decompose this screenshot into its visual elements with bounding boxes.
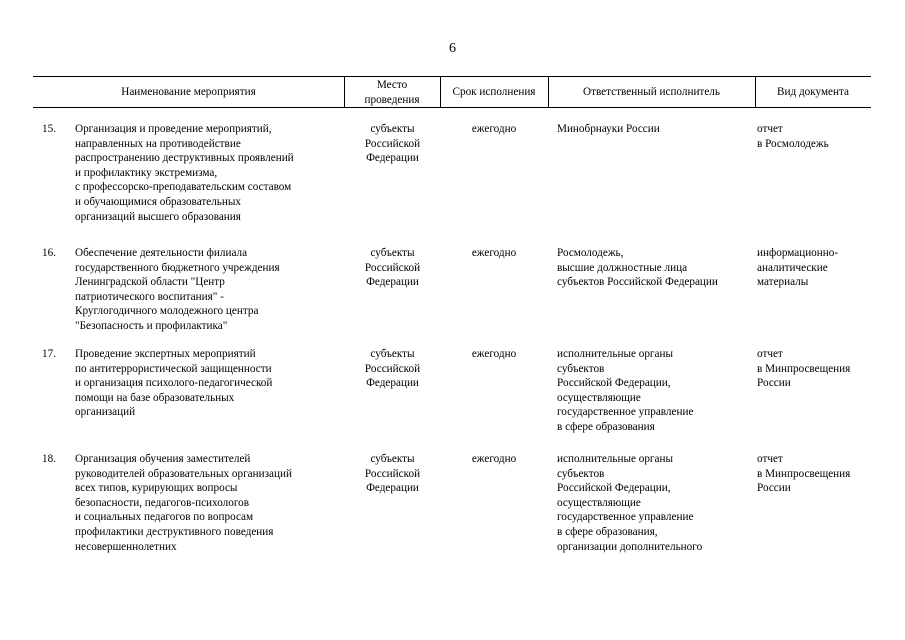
event-name-line: Круглогодичного молодежного центра (75, 305, 259, 318)
event-name-line: государственного бюджетного учреждения (75, 261, 280, 274)
responsible-executor-line: исполнительные органы (557, 348, 673, 360)
responsible-executor-line: государственное управление (557, 511, 694, 524)
event-name-line: профилактики деструктивного поведения (75, 525, 274, 538)
document-type (757, 347, 869, 391)
header-doc: Вид документа (777, 86, 849, 98)
event-term-line: ежегодно (471, 247, 517, 259)
document-type (757, 246, 869, 290)
event-name-line: организаций высшего образования (75, 210, 241, 223)
event-place-line: Российской (364, 467, 421, 480)
event-place-line: субъекты (370, 453, 415, 465)
event-place-line: субъекты (370, 247, 415, 259)
event-name (75, 122, 345, 224)
event-name-line: Организация и проведение мероприятий, (75, 123, 272, 135)
event-name-line: направленных на противодействие (75, 137, 241, 150)
event-place-line: субъекты (370, 123, 415, 135)
responsible-executor-line: осуществляющие (557, 496, 641, 509)
document-type (757, 452, 869, 496)
header-responsible: Ответственный исполнитель (583, 86, 720, 98)
event-name-line: и организация психолого-педагогической (75, 377, 273, 390)
row-number: 16. (42, 247, 56, 259)
table-header-top-rule (33, 76, 871, 77)
document-type-line: России (757, 377, 791, 390)
header-name: Наименование мероприятия (121, 86, 256, 98)
event-name-line: Ленинградской области "Центр (75, 276, 225, 289)
page-number: 6 (449, 41, 456, 56)
event-name-line: несовершеннолетних (75, 540, 177, 553)
responsible-executor-line: Росмолодежь, (557, 247, 624, 259)
header-term: Срок исполнения (452, 86, 536, 98)
event-name-line: с профессорско-преподавательским составом (75, 181, 292, 194)
document-type-line: отчет (757, 123, 783, 135)
event-name (75, 246, 345, 334)
event-name-line: Обеспечение деятельности филиала (75, 247, 248, 259)
event-place-line: Федерации (366, 482, 419, 495)
event-place (345, 452, 440, 496)
document-type-line: отчет (757, 348, 783, 360)
responsible-executor (557, 246, 757, 290)
responsible-executor-line: Минобрнауки России (557, 123, 660, 135)
document-type-line: в Росмолодежь (757, 137, 829, 150)
header-place-line: проведения (364, 93, 420, 106)
event-name-line: организаций (75, 406, 136, 419)
event-name-line: Проведение экспертных мероприятий (75, 348, 256, 360)
document-type-line: России (757, 482, 791, 495)
event-place (345, 347, 440, 391)
row-number: 18. (42, 453, 56, 465)
responsible-executor-line: осуществляющие (557, 391, 641, 404)
responsible-executor-line: в сфере образования (557, 420, 655, 433)
responsible-executor-line: высшие должностные лица (557, 261, 688, 274)
event-name-line: руководителей образовательных организаций (75, 467, 292, 480)
event-name (75, 452, 345, 554)
table-header-bottom-rule (33, 107, 871, 108)
event-name-line: всех типов, курирующих вопросы (75, 482, 238, 495)
event-name-line: и социальных педагогов по вопросам (75, 511, 254, 524)
event-name-line: помощи на базе образовательных (75, 391, 235, 404)
event-place-line: Российской (364, 362, 421, 375)
responsible-executor (557, 122, 757, 137)
event-term (440, 122, 548, 137)
event-place-line: Федерации (366, 377, 419, 390)
document-type-line: в Минпросвещения (757, 467, 851, 480)
header-place (344, 78, 440, 107)
document-type-line: информационно- (757, 247, 839, 259)
event-name-line: патриотического воспитания" - (75, 290, 224, 303)
row-number: 15. (42, 123, 56, 135)
event-name-line: и профилактику экстремизма, (75, 166, 218, 179)
event-term-line: ежегодно (471, 453, 517, 465)
event-place (345, 122, 440, 166)
event-term (440, 452, 548, 467)
document-type-line: в Минпросвещения (757, 362, 851, 375)
event-place-line: Федерации (366, 152, 419, 165)
event-name-line: распространению деструктивных проявлений (75, 152, 294, 165)
document-type-line: аналитические (757, 261, 828, 274)
header-place-line: Место (376, 79, 408, 91)
responsible-executor-line: субъектов (557, 362, 605, 375)
event-term-line: ежегодно (471, 348, 517, 360)
responsible-executor (557, 347, 757, 435)
event-term (440, 347, 548, 362)
event-name-line: и обучающимися образовательных (75, 195, 242, 208)
responsible-executor-line: субъектов (557, 467, 605, 480)
event-name-line: безопасности, педагогов-психологов (75, 496, 250, 509)
event-term (440, 246, 548, 261)
responsible-executor-line: государственное управление (557, 406, 694, 419)
responsible-executor-line: исполнительные органы (557, 453, 673, 465)
event-place-line: Российской (364, 261, 421, 274)
responsible-executor-line: субъектов Российской Федерации (557, 276, 718, 289)
event-name (75, 347, 345, 420)
document-type (757, 122, 869, 151)
event-name-line: по антитеррористической защищенности (75, 362, 272, 375)
event-name-line: "Безопасность и профилактика" (75, 319, 228, 332)
responsible-executor-line: организации дополнительного (557, 540, 703, 553)
responsible-executor-line: Российской Федерации, (557, 482, 671, 495)
document-type-line: материалы (757, 276, 809, 289)
event-term-line: ежегодно (471, 123, 517, 135)
event-place-line: Федерации (366, 276, 419, 289)
row-number: 17. (42, 348, 56, 360)
responsible-executor (557, 452, 757, 554)
event-name-line: Организация обучения заместителей (75, 453, 251, 465)
document-type-line: отчет (757, 453, 783, 465)
event-place-line: субъекты (370, 348, 415, 360)
responsible-executor-line: в сфере образования, (557, 525, 658, 538)
event-place (345, 246, 440, 290)
responsible-executor-line: Российской Федерации, (557, 377, 671, 390)
event-place-line: Российской (364, 137, 421, 150)
